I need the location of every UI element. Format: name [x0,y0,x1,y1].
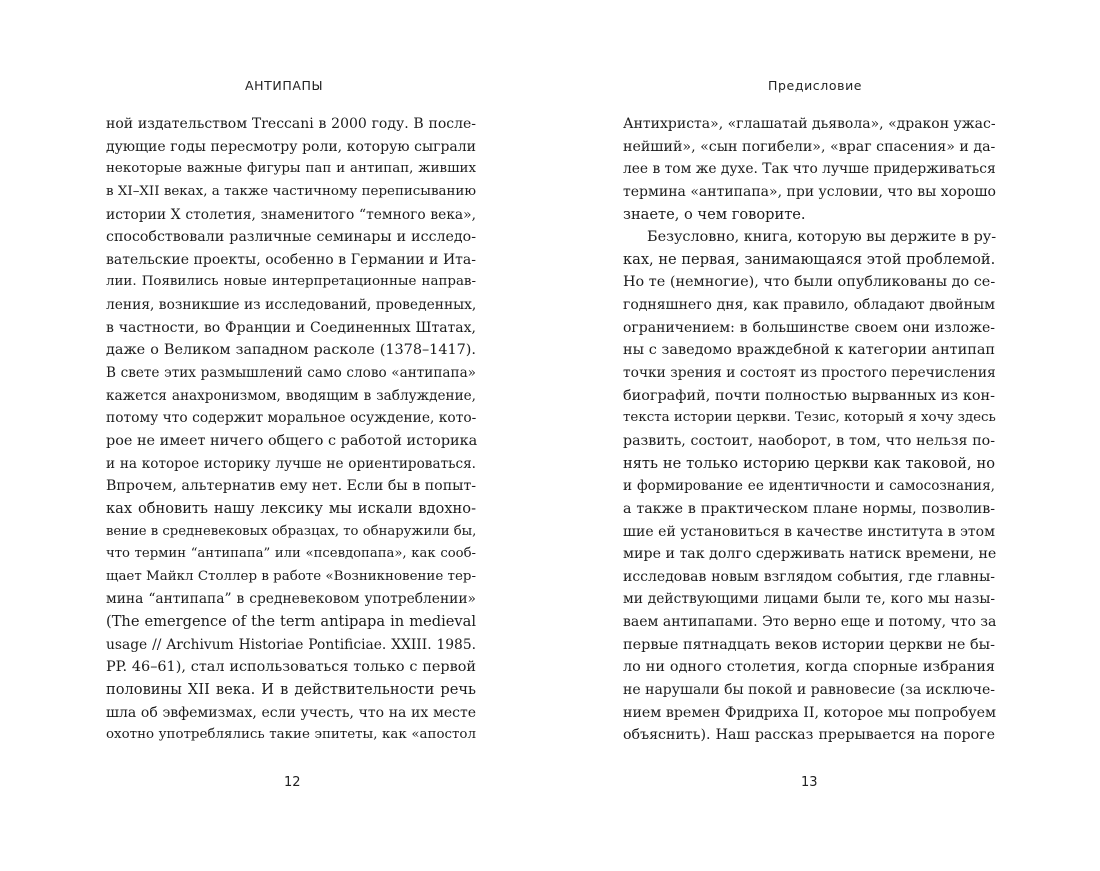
text-line: шла об эвфемизмах, если учесть, что на их месте [106,704,476,721]
text-line: Впрочем, альтернатив ему нет. Если бы в попыт- [106,478,477,495]
page-number-left: 12 [284,775,301,790]
text-line: ло ни одного столетия, когда спорные избрания [623,659,995,676]
text-line: кажется анахронизмом, вводящим в заблуждение, [106,387,476,404]
text-line: шие ей установиться в качестве института в этом [623,523,995,540]
text-line: ной издательством Treccani в 2000 году. В после- [106,116,476,132]
page-number-right: 13 [801,775,818,790]
text-line: охотно употреблялись такие эпитеты, как «апостол [106,727,476,743]
text-line: нием времен Фридриха II, которое мы попробуем [623,704,997,721]
text-line: щает Майкл Столлер в работе «Возникновение тер- [106,568,476,584]
text-line: рое не имеет ничего общего с работой историка [106,432,478,449]
text-line: usage // Archivum Historiae Pontificiae. XXIII. 1985. [106,636,476,653]
text-line: способствовали различные семинары и исследо- [106,229,476,246]
text-line: PP. 46–61), стал использоваться только с первой [106,659,476,676]
text-line: что термин “антипапа” или «псевдопапа», как сооб- [106,546,476,562]
text-line: ми действующими лицами были те, кого мы назы- [623,591,995,608]
text-line: даже о Великом западном расколе (1378–1417). [106,342,476,359]
text-line: половины XII века. И в действительности речь [106,681,476,699]
text-line: ваем антипапами. Это верно еще и потому, что за [623,614,997,631]
text-line: Антихриста», «глашатай дьявола», «дракон ужас- [623,116,996,132]
text-line: биографий, почти полностью вырванных из кон- [623,387,995,404]
text-line: вательские проекты, особенно в Германии и Ита- [106,251,476,268]
text-line: термина «антипапа», при условии, что вы хорошо [623,183,996,200]
text-line: годняшнего дня, как правило, обладают двойным [623,297,995,314]
text-line: потому что содержит моральное осуждение, кото- [106,410,477,427]
text-line: ках, не первая, занимающаяся этой проблемой. [623,250,996,268]
text-line: лии. Появились новые интерпретационные направ- [106,274,476,290]
text-line: ках обновить нашу лексику мы искали вдохно- [106,499,476,517]
text-line: и на которое историку лучше не ориентироваться. [106,455,476,472]
running-head-left: АНТИПАПЫ [245,78,324,93]
text-line: в частности, во Франции и Соединенных Штатах, [106,319,476,336]
text-line: ны с заведомо враждебной к категории антипап [623,342,995,359]
text-line: (The emergence of the term antipapa in medieval [106,613,476,631]
text-line: лее в том же духе. Так что лучше придерживаться [623,161,996,178]
text-line: точки зрения и состоят из простого перечисления [623,365,996,382]
running-head-right: Предисловие [768,78,863,93]
text-line: объяснить). Наш рассказ прерывается на пороге [623,727,995,744]
text-line: вение в средневековых образцах, то обнаружили бы, [106,523,477,539]
text-line: В свете этих размышлений само слово «антипапа» [106,365,476,382]
right-page [550,0,1100,871]
paragraph-end-line: знаете, о чем говорите. [623,205,806,223]
text-line: исследовав новым взглядом события, где главны- [623,568,995,585]
text-line: первые пятнадцать веков истории церкви не бы- [623,636,995,653]
text-line: нять не только историю церкви как таковой, но [623,454,995,472]
text-line: нейший», «сын погибели», «враг спасения» и да- [623,138,996,155]
text-line: и формирование ее идентичности и самосознания, [623,478,995,495]
text-line: некоторые важные фигуры пап и антипап, живших [106,161,476,177]
text-line: а также в практическом плане нормы, позволив- [623,500,995,517]
text-line: истории X столетия, знаменитого “темного века», [106,206,476,223]
text-line: дующие годы пересмотру роли, которую сыграли [106,138,476,155]
paragraph-start-line: Безусловно, книга, которую вы держите в ру- [647,229,997,246]
text-line: ограничением: в большинстве своем они изложе- [623,319,995,336]
body-text-left [106,113,476,747]
text-line: ления, возникшие из исследований, проведенных, [106,297,477,314]
text-line: развить, состоит, наоборот, в том, что нельзя по- [623,432,995,449]
text-line: Но те (немногие), что были опубликованы до се- [623,274,996,291]
text-line: мина “антипапа” в средневековом употреблении» [106,591,476,608]
text-line: в XI–XII веках, а также частичному переписыванию [106,183,476,199]
text-line: мире и так долго сдерживать натиск времени, не [623,546,997,563]
text-line: текста истории церкви. Тезис, который я хочу здесь [623,410,996,426]
text-line: не нарушали бы покой и равновесие (за исключе- [623,682,995,699]
body-text-right [623,113,995,747]
